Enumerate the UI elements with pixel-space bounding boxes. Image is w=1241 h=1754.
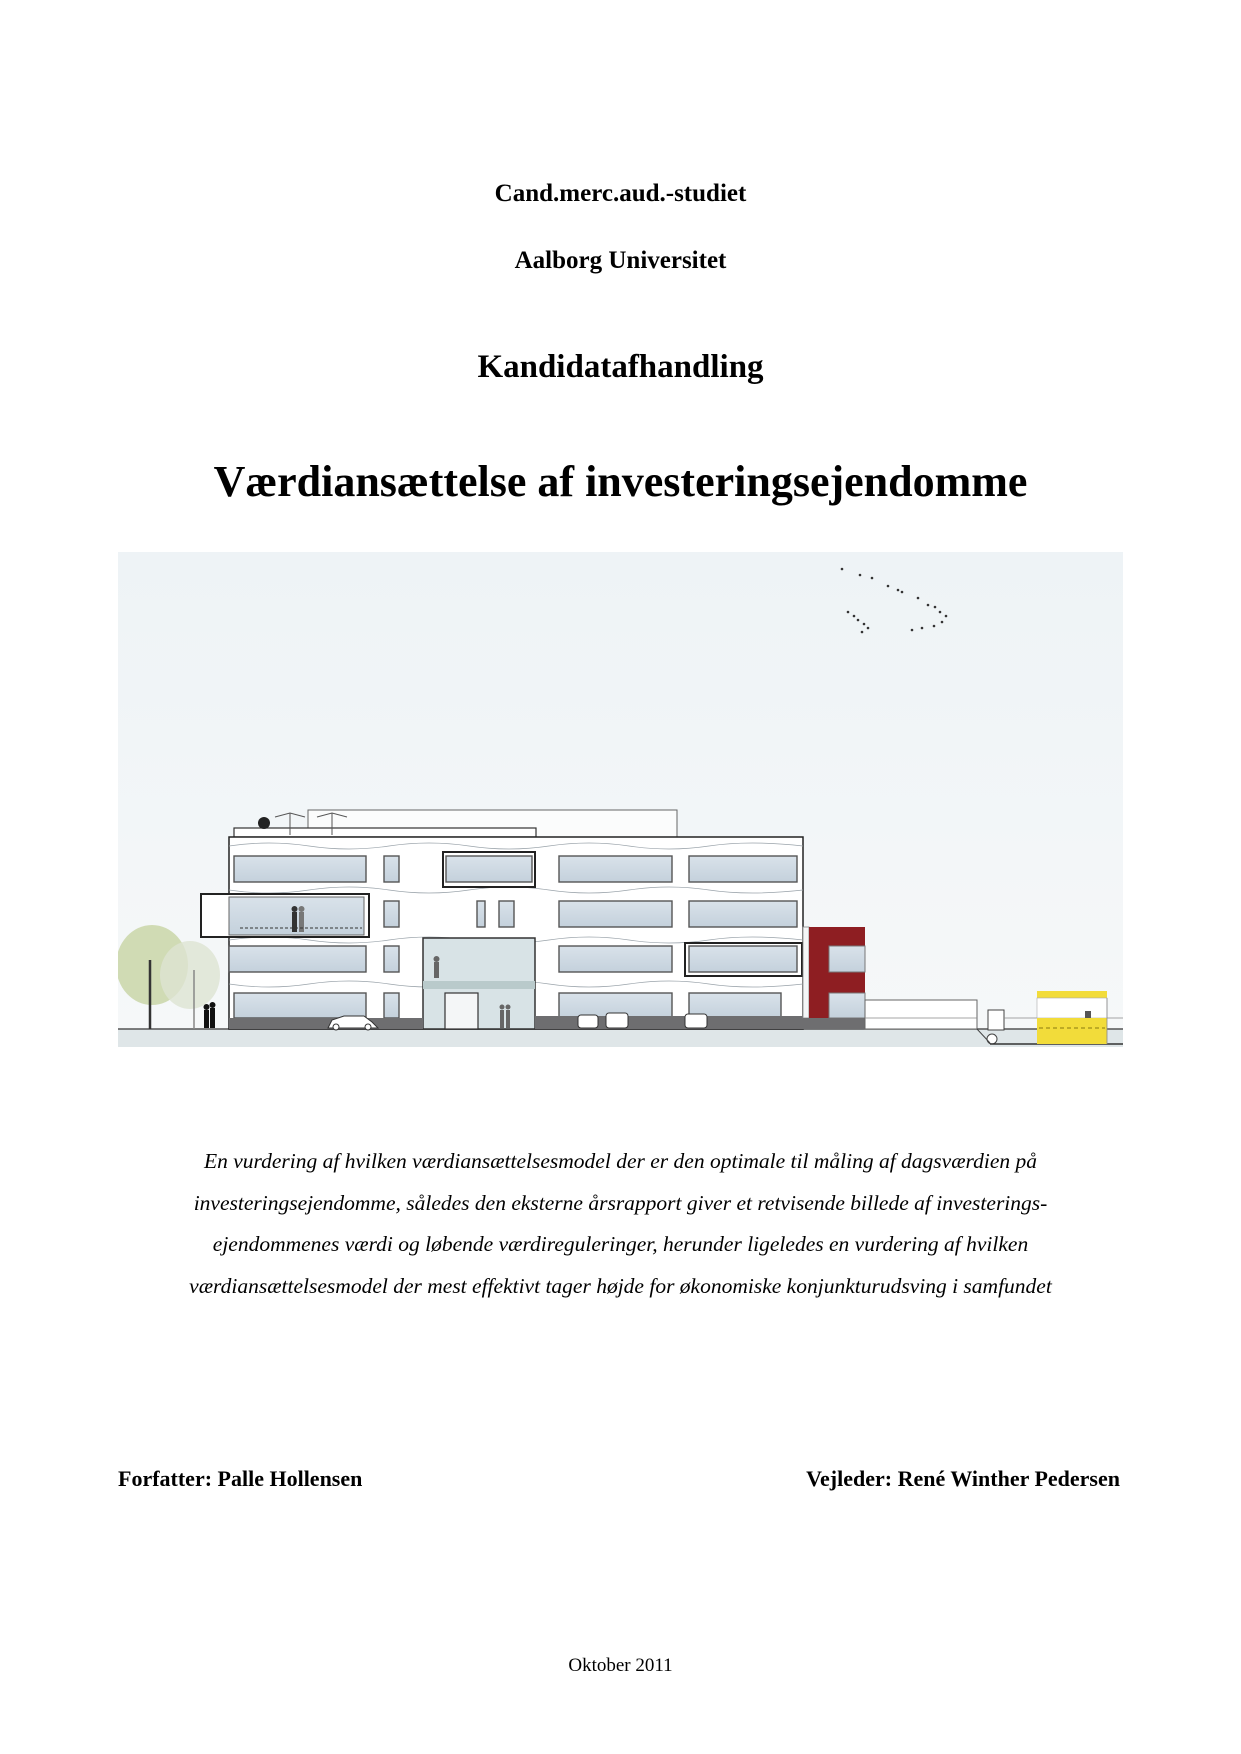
rooftop-tree-icon xyxy=(258,817,270,829)
document-type: Kandidatafhandling xyxy=(477,349,764,385)
building-elevation-drawing xyxy=(118,552,1123,1047)
thesis-title: Værdiansættelse af investeringsejendomme xyxy=(213,457,1028,506)
university-name: Aalborg Universitet xyxy=(514,247,727,274)
program-name: Cand.merc.aud.-studiet xyxy=(494,180,747,207)
abstract-line: ejendommenes værdi og løbende værdireguleringer, herunder ligeledes en vurdering af hvilken xyxy=(212,1232,1029,1257)
abstract-line: værdiansættelsesmodel der mest effektivt tager højde for økonomiske konjunkturudsving i samfundet xyxy=(189,1273,1052,1298)
abstract-line: En vurdering af hvilken værdiansættelsesmodel der er den optimale til måling af dagsværdien på xyxy=(203,1149,1038,1173)
abstract xyxy=(118,1141,1123,1307)
author: Forfatter: Palle Hollensen xyxy=(118,1466,363,1491)
advisor: Vejleder: René Winther Pedersen xyxy=(806,1466,1120,1491)
date: Oktober 2011 xyxy=(568,1655,673,1676)
abstract-line: investeringsejendomme, således den eksterne årsrapport giver et retvisende billede af investerings- xyxy=(193,1190,1048,1215)
person-icon xyxy=(1085,1011,1091,1018)
cover-image xyxy=(118,552,1123,1047)
